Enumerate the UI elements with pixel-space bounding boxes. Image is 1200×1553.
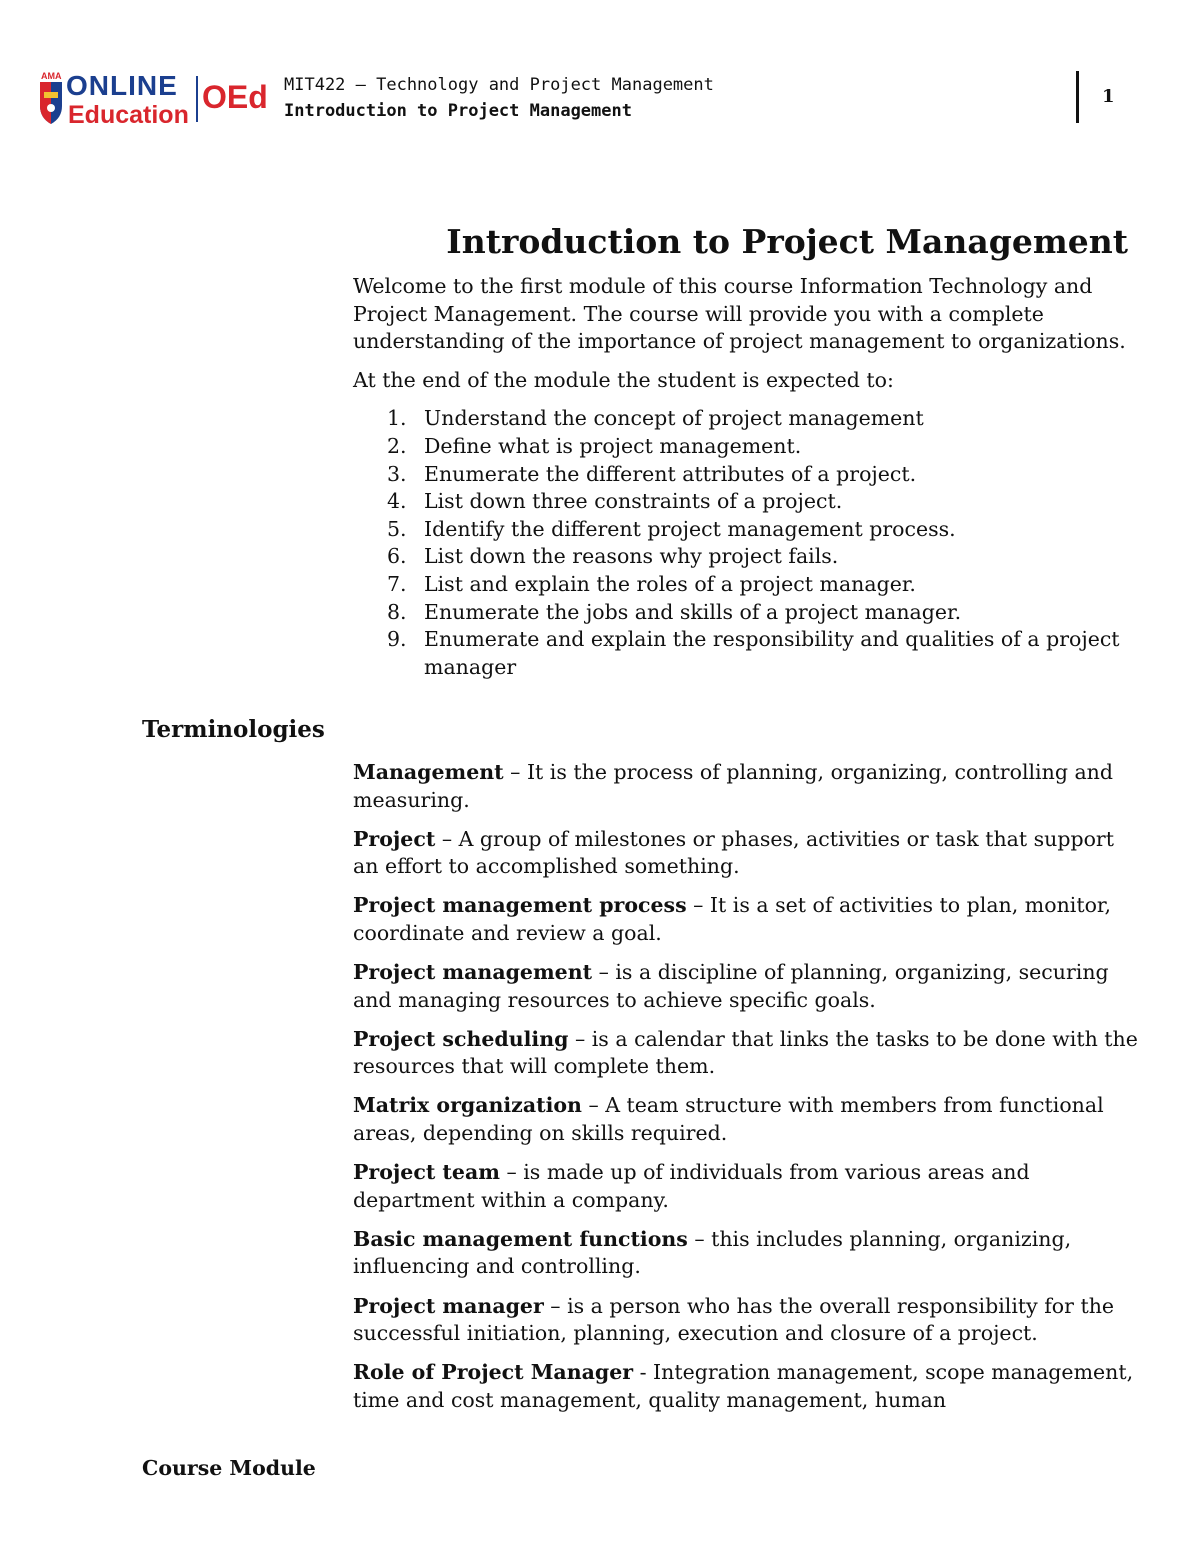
list-item: 3. Enumerate the different attributes of a project.	[387, 461, 917, 486]
document-title: Introduction to Project Management	[446, 222, 1128, 261]
term-definition: - Integration management, scope management, time and cost management, quality management, human	[353, 1360, 1134, 1412]
list-item: 6. List down the reasons why project fails.	[387, 544, 839, 569]
terminologies-list	[353, 759, 1143, 1426]
course-info	[284, 72, 714, 124]
logo-word-online: ONLINE	[66, 70, 178, 101]
term-entry	[353, 1159, 1143, 1214]
term-name: Project management	[353, 960, 593, 985]
term-name: Project management process	[353, 893, 687, 918]
term-definition: – is a person who has the overall responsibility for the successful initiation, planning, execution and closure of a project.	[353, 1293, 1115, 1346]
term-entry	[353, 1226, 1143, 1281]
shield-crest-icon	[40, 82, 62, 124]
term-entry	[353, 959, 1143, 1014]
header-divider	[1076, 71, 1079, 123]
term-entry	[353, 826, 1143, 881]
term-entry	[353, 1293, 1143, 1348]
term-definition: – is a calendar that links the tasks to be done with the resources that will complete them.	[353, 1026, 1138, 1079]
logo-word-education: Education	[68, 101, 189, 128]
term-definition: – A team structure with members from functional areas, depending on skills required.	[353, 1093, 1104, 1146]
term-name: Basic management functions	[353, 1226, 688, 1251]
term-definition: – this includes planning, organizing, influencing and controlling.	[353, 1226, 1072, 1279]
objectives-lead: At the end of the module the student is expected to:	[353, 367, 894, 392]
footer-course-module: Course Module	[142, 1456, 316, 1480]
list-item: 1. Understand the concept of project management	[387, 406, 924, 431]
list-item: 8. Enumerate the jobs and skills of a project manager.	[387, 599, 962, 624]
term-name: Matrix organization	[353, 1093, 582, 1118]
page-number: 1	[1102, 86, 1115, 107]
term-entry	[353, 1026, 1143, 1081]
term-name: Project	[353, 826, 436, 851]
intro-paragraph: Welcome to the first module of this course Information Technology and Project Management. The course will provide you with a complete understanding of the importance of project management to organizations.	[353, 274, 1126, 354]
term-name: Management	[353, 760, 504, 784]
list-item: 9. Enumerate and explain the responsibility and qualities of a project manager	[387, 627, 1120, 679]
term-definition: – It is a set of activities to plan, monitor, coordinate and review a goal.	[353, 893, 1111, 945]
intro-section	[353, 273, 1143, 681]
list-item: 7. List and explain the roles of a project manager.	[387, 571, 916, 596]
ama-badge: AMA	[41, 71, 62, 81]
module-title: Introduction to Project Management	[284, 101, 632, 121]
online-education-logo	[36, 68, 268, 128]
page-header	[36, 68, 1166, 132]
terminologies-heading: Terminologies	[142, 716, 325, 743]
term-name: Project scheduling	[353, 1026, 569, 1051]
term-definition: – is made up of individuals from various areas and department within a company.	[353, 1160, 1030, 1212]
list-item: 2. Define what is project management.	[387, 433, 802, 458]
term-entry	[353, 759, 1143, 814]
term-entry	[353, 1092, 1143, 1147]
list-item: 4. List down three constraints of a project.	[387, 489, 843, 514]
term-entry	[353, 892, 1143, 947]
list-item: 5. Identify the different project management process.	[387, 516, 956, 541]
term-name: Role of Project Manager	[353, 1360, 634, 1385]
course-code-title: MIT422 – Technology and Project Management	[284, 75, 714, 95]
term-entry	[353, 1359, 1143, 1414]
term-definition: – A group of milestones or phases, activities or task that support an effort to accomplished something.	[353, 826, 1114, 879]
term-definition: – It is the process of planning, organizing, controlling and measuring.	[353, 760, 1114, 812]
term-name: Project team	[353, 1160, 500, 1185]
term-definition: – is a discipline of planning, organizing, securing and managing resources to achieve specific goals.	[353, 960, 1109, 1012]
objectives-list	[353, 405, 1143, 681]
logo-abbr-oed: OEd	[202, 79, 268, 115]
term-name: Project manager	[353, 1293, 544, 1318]
logo-divider	[196, 76, 198, 122]
